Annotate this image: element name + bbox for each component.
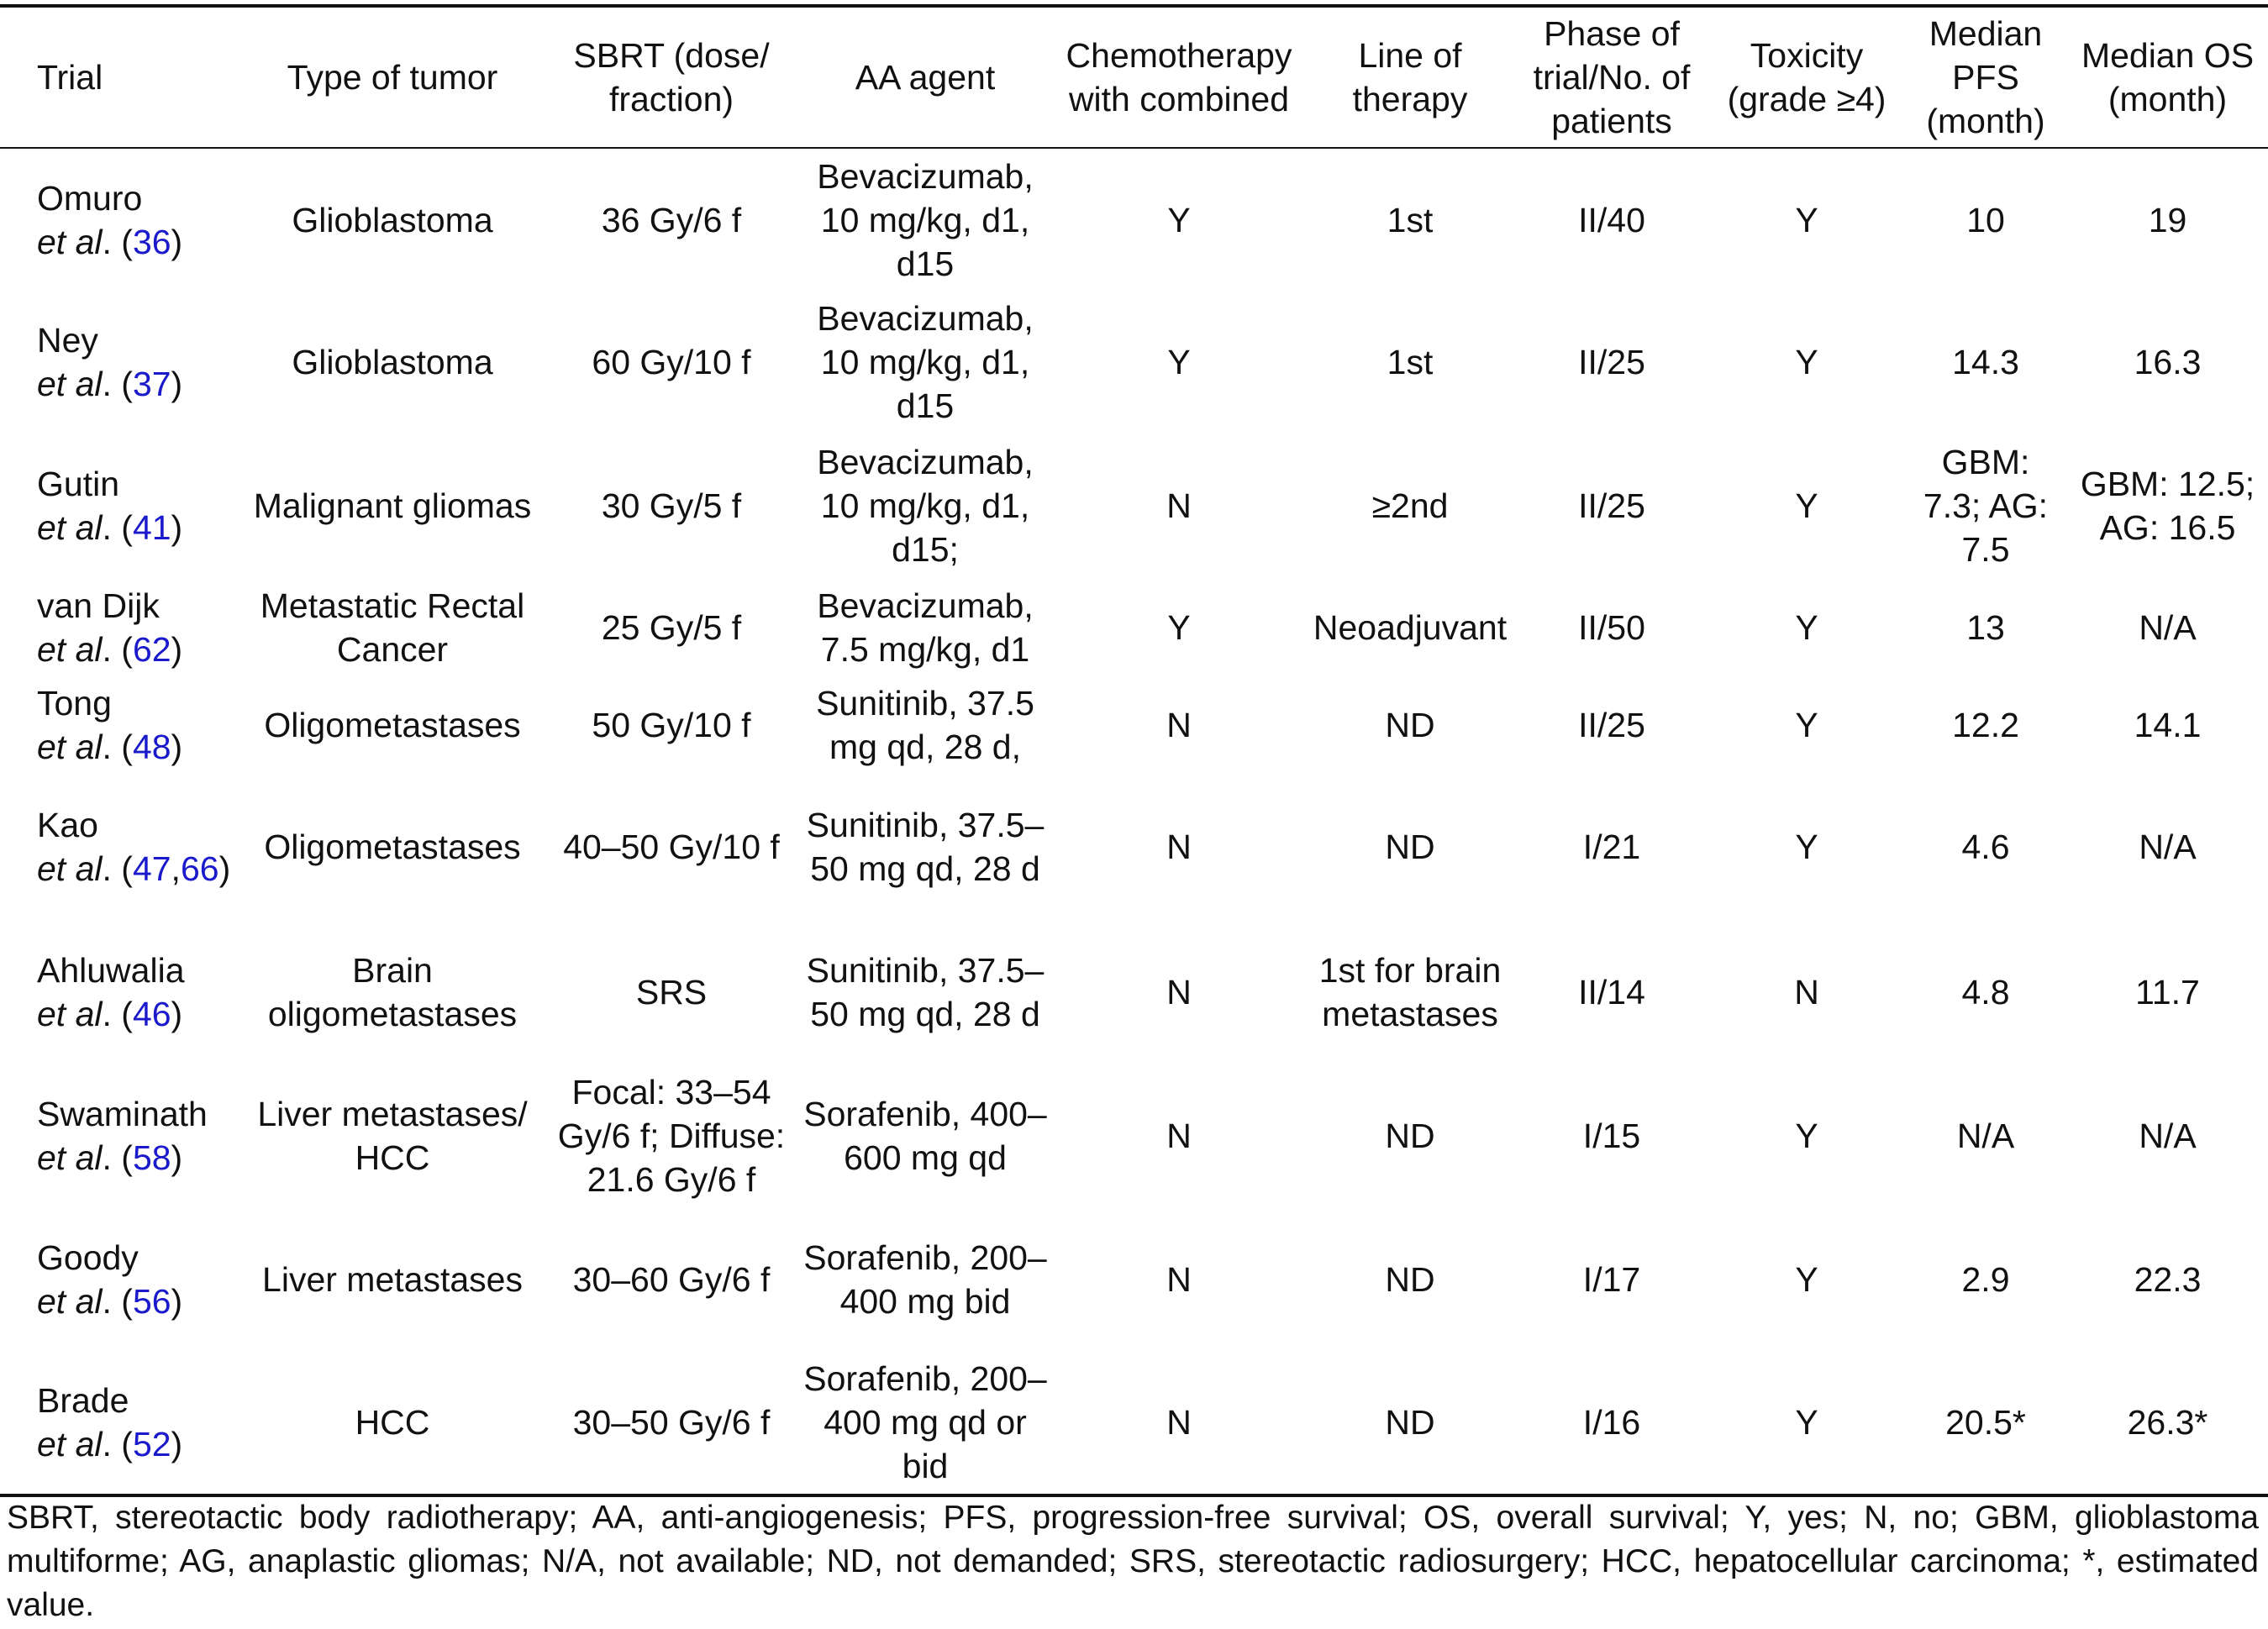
trial-etal: et al: [37, 222, 103, 261]
table-row: [0, 921, 2268, 1064]
cell-phase: II/25: [1578, 486, 1645, 525]
cell-toxicity: Y: [1795, 200, 1818, 239]
trial-etal: et al: [37, 849, 103, 888]
cell-median-os: GBM: 12.5; AG: 16.5: [2080, 465, 2255, 547]
header-row: [0, 6, 2268, 148]
cell-sbrt: Focal: 33–54 Gy/6 f; Diffuse: 21.6 Gy/6 f: [557, 1073, 786, 1199]
cell-trial: Ney et al. (37): [37, 321, 183, 403]
cell-toxicity: Y: [1795, 486, 1818, 525]
cell-chemotherapy: N: [1166, 1403, 1192, 1442]
reference-link[interactable]: 66: [180, 849, 219, 888]
cell-trial: Kao et al. (47,66): [37, 806, 231, 888]
cell-sbrt: 30 Gy/5 f: [601, 486, 742, 525]
reference-link[interactable]: 52: [132, 1425, 171, 1463]
cell-median-os: N/A: [2139, 608, 2197, 647]
cell-phase: II/40: [1578, 200, 1645, 239]
cell-toxicity: Y: [1795, 828, 1818, 866]
cell-aa-agent: Sorafenib, 200–400 mg qd or bid: [803, 1359, 1047, 1485]
cell-aa-agent: Sorafenib, 400–600 mg qd: [803, 1095, 1047, 1177]
header-line-of-therapy: Line of therapy: [1352, 36, 1468, 118]
header-toxicity: Toxicity (grade ≥4): [1727, 36, 1886, 118]
cell-sbrt: 30–50 Gy/6 f: [572, 1403, 771, 1442]
cell-line-of-therapy: ND: [1385, 706, 1435, 744]
table-row: [0, 434, 2268, 578]
cell-sbrt: 50 Gy/10 f: [592, 706, 751, 744]
reference-link[interactable]: 56: [132, 1282, 171, 1321]
cell-median-os: 16.3: [2134, 343, 2202, 381]
cell-tumor-type: Brain oligometastases: [267, 951, 518, 1033]
trial-etal: et al: [37, 1425, 103, 1463]
cell-line-of-therapy: 1st: [1387, 200, 1434, 239]
trial-etal: et al: [37, 1282, 103, 1321]
header-trial: Trial: [37, 58, 103, 97]
cell-median-pfs: GBM: 7.3; AG: 7.5: [1923, 443, 2049, 569]
cell-median-pfs: 2.9: [1961, 1260, 2010, 1299]
table-row: [0, 291, 2268, 434]
table-row: [0, 1064, 2268, 1208]
cell-chemotherapy: N: [1166, 706, 1192, 744]
table-footnote: SBRT, stereotactic body radiotherapy; AA, anti-angiogenesis; PFS, progression-free survival; OS, overall survival; Y, yes; N, no; GBM, glioblastoma multiforme; AG, anaplastic gliomas; N/A, not available; ND, not demanded; SRS, stereotactic radiosurgery; HCC, hepatocellular carcinoma; *, estimated value.: [7, 1500, 2259, 1623]
trial-etal: et al: [37, 728, 103, 766]
reference-link[interactable]: 62: [132, 630, 171, 669]
cell-line-of-therapy: Neoadjuvant: [1313, 608, 1508, 647]
cell-tumor-type: Liver metastases: [262, 1260, 523, 1299]
trial-author: Omuro: [37, 178, 143, 218]
trial-author: Ahluwalia: [37, 951, 185, 990]
cell-chemotherapy: Y: [1167, 608, 1191, 647]
reference-link[interactable]: 47: [132, 849, 171, 888]
cell-phase: II/25: [1578, 706, 1645, 744]
cell-median-pfs: 13: [1966, 608, 2005, 647]
cell-line-of-therapy: 1st: [1387, 343, 1434, 381]
cell-phase: I/16: [1582, 1403, 1641, 1442]
cell-median-pfs: 20.5*: [1945, 1403, 2026, 1442]
cell-line-of-therapy: ≥2nd: [1371, 486, 1449, 525]
cell-tumor-type: Glioblastoma: [292, 200, 493, 239]
cell-median-pfs: 10: [1966, 200, 2005, 239]
cell-sbrt: 36 Gy/6 f: [601, 200, 742, 239]
cell-trial: van Dijk et al. (62): [37, 586, 183, 669]
cell-sbrt: 40–50 Gy/10 f: [563, 828, 780, 866]
trial-etal: et al: [37, 630, 103, 669]
cell-sbrt: SRS: [635, 973, 708, 1012]
header-aa-agent: AA agent: [855, 58, 996, 97]
trial-author: Ney: [37, 321, 98, 360]
cell-chemotherapy: Y: [1167, 343, 1191, 381]
cell-toxicity: Y: [1795, 706, 1818, 744]
cell-trial: Omuro et al. (36): [37, 178, 183, 261]
cell-aa-agent: Sunitinib, 37.5 mg qd, 28 d,: [816, 684, 1034, 766]
cell-phase: I/17: [1582, 1260, 1641, 1299]
cell-line-of-therapy: ND: [1385, 1403, 1435, 1442]
cell-trial: Ahluwalia et al. (46): [37, 951, 185, 1033]
trial-etal: et al: [37, 365, 103, 403]
cell-median-os: N/A: [2139, 828, 2197, 866]
header-chemotherapy: Chemotherapy with combined: [1066, 36, 1292, 118]
cell-line-of-therapy: ND: [1385, 1117, 1435, 1155]
header-tumor-type: Type of tumor: [287, 58, 498, 97]
cell-toxicity: N: [1794, 973, 1819, 1012]
cell-trial: Tong et al. (48): [37, 684, 183, 766]
cell-chemotherapy: N: [1166, 828, 1192, 866]
cell-trial: Goody et al. (56): [37, 1238, 183, 1321]
cell-median-pfs: 4.8: [1961, 973, 2010, 1012]
trial-author: Gutin: [37, 465, 119, 503]
cell-chemotherapy: N: [1166, 1117, 1192, 1155]
cell-median-os: 11.7: [2135, 973, 2200, 1012]
cell-tumor-type: Oligometastases: [264, 706, 521, 744]
trial-author: Tong: [37, 684, 112, 723]
table-row: [0, 1351, 2268, 1495]
cell-line-of-therapy: 1st for brain metastases: [1318, 951, 1502, 1033]
cell-aa-agent: Bevacizumab, 10 mg/kg, d1, d15;: [817, 443, 1034, 569]
cell-median-pfs: 12.2: [1952, 706, 2019, 744]
cell-toxicity: Y: [1795, 608, 1818, 647]
cell-phase: I/21: [1582, 828, 1641, 866]
cell-chemotherapy: Y: [1167, 200, 1191, 239]
table-row: [0, 773, 2268, 921]
table-body: [0, 148, 2268, 1495]
cell-aa-agent: Bevacizumab, 10 mg/kg, d1, d15: [817, 299, 1034, 425]
trial-etal: et al: [37, 508, 103, 547]
cell-median-os: 22.3: [2134, 1260, 2202, 1299]
reference-link[interactable]: 41: [132, 508, 171, 547]
cell-chemotherapy: N: [1166, 1260, 1192, 1299]
cell-median-os: N/A: [2139, 1117, 2197, 1155]
cell-line-of-therapy: ND: [1385, 1260, 1435, 1299]
cell-tumor-type: Liver metastases/ HCC: [257, 1095, 528, 1177]
table-row: [0, 148, 2268, 291]
header-median-os: Median OS (month): [2081, 36, 2255, 118]
cell-median-os: 14.1: [2134, 706, 2202, 744]
cell-tumor-type: Malignant gliomas: [253, 486, 532, 525]
cell-sbrt: 60 Gy/10 f: [592, 343, 751, 381]
trials-table: [0, 4, 2268, 1497]
header-phase: Phase of trial/No. of patients: [1533, 14, 1691, 140]
trial-author: Swaminath: [37, 1095, 208, 1133]
trial-author: Kao: [37, 806, 98, 844]
cell-sbrt: 30–60 Gy/6 f: [572, 1260, 771, 1299]
reference-link[interactable]: 48: [132, 728, 171, 766]
cell-line-of-therapy: ND: [1385, 828, 1435, 866]
trial-etal: et al: [37, 1138, 103, 1177]
cell-toxicity: Y: [1795, 1117, 1818, 1155]
cell-aa-agent: Sunitinib, 37.5–50 mg qd, 28 d: [806, 951, 1045, 1033]
cell-aa-agent: Sorafenib, 200–400 mg bid: [803, 1238, 1047, 1321]
reference-link[interactable]: 36: [132, 222, 171, 261]
trial-author: Goody: [37, 1238, 139, 1277]
cell-phase: I/15: [1582, 1117, 1641, 1155]
cell-phase: II/14: [1578, 973, 1645, 1012]
cell-chemotherapy: N: [1166, 486, 1192, 525]
cell-median-pfs: N/A: [1956, 1117, 2015, 1155]
cell-phase: II/50: [1578, 608, 1645, 647]
table-header: [0, 6, 2268, 148]
cell-median-os: 26.3*: [2127, 1403, 2208, 1442]
cell-aa-agent: Bevacizumab, 7.5 mg/kg, d1: [817, 586, 1034, 669]
trial-author: van Dijk: [37, 586, 160, 625]
cell-toxicity: Y: [1795, 1260, 1818, 1299]
cell-trial: Brade et al. (52): [37, 1381, 183, 1463]
header-median-pfs: Median PFS (month): [1926, 14, 2045, 140]
trial-etal: et al: [37, 995, 103, 1033]
cell-tumor-type: Metastatic Rectal Cancer: [260, 586, 525, 669]
reference-link[interactable]: 37: [132, 365, 171, 403]
table-row: [0, 1208, 2268, 1351]
cell-chemotherapy: N: [1166, 973, 1192, 1012]
reference-link[interactable]: 58: [132, 1138, 171, 1177]
header-sbrt: SBRT (dose/ fraction): [573, 36, 770, 118]
trial-author: Brade: [37, 1381, 129, 1420]
table-row: [0, 578, 2268, 677]
cell-tumor-type: Oligometastases: [264, 828, 521, 866]
cell-aa-agent: Sunitinib, 37.5–50 mg qd, 28 d: [806, 806, 1045, 888]
cell-trial: Gutin et al. (41): [37, 465, 183, 547]
cell-trial: Swaminath et al. (58): [37, 1095, 208, 1177]
cell-tumor-type: HCC: [355, 1403, 430, 1442]
cell-sbrt: 25 Gy/5 f: [601, 608, 742, 647]
cell-median-pfs: 14.3: [1952, 343, 2019, 381]
cell-phase: II/25: [1578, 343, 1645, 381]
reference-link[interactable]: 46: [132, 995, 171, 1033]
cell-toxicity: Y: [1795, 343, 1818, 381]
cell-tumor-type: Glioblastoma: [292, 343, 493, 381]
cell-aa-agent: Bevacizumab, 10 mg/kg, d1, d15: [817, 156, 1034, 283]
table-row: [0, 677, 2268, 773]
cell-toxicity: Y: [1795, 1403, 1818, 1442]
cell-median-os: 19: [2148, 200, 2187, 239]
cell-median-pfs: 4.6: [1961, 828, 2010, 866]
